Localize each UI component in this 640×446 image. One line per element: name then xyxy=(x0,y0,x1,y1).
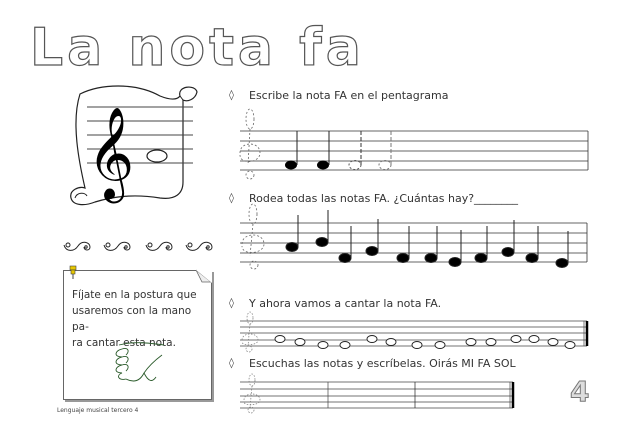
page-title: La nota fa xyxy=(30,18,365,78)
ornament-row xyxy=(62,240,222,254)
tip-text: Fíjate en la postura que usaremos con la mano pa- ra cantar esta nota. xyxy=(72,289,197,349)
bullet-icon: ◊ xyxy=(229,298,234,309)
folded-corner-icon xyxy=(196,270,212,284)
bullet-icon: ◊ xyxy=(229,193,234,204)
treble-clef-icon: 𝄞 xyxy=(87,106,135,199)
dashed-treble-clef-icon xyxy=(240,109,260,179)
fa-notes xyxy=(285,130,391,170)
staff-4[interactable] xyxy=(230,374,520,414)
exercise-1-instruction: Escribe la nota FA en el pentagrama xyxy=(249,89,449,102)
tip-box xyxy=(63,270,212,400)
staff-2[interactable] xyxy=(230,210,590,280)
exercise-3-instruction: Y ahora vamos a cantar la nota FA. xyxy=(249,297,442,310)
bullet-icon: ◊ xyxy=(229,90,234,101)
circle-notes xyxy=(286,210,568,268)
dashed-treble-clef-icon xyxy=(242,204,264,269)
staff-1[interactable] xyxy=(230,105,590,180)
scroll-illustration xyxy=(65,82,205,212)
page-number: 4 xyxy=(570,375,590,408)
footer-text: Lenguaje musical tercero 4 xyxy=(57,407,139,414)
pushpin-icon xyxy=(68,266,78,280)
swirl-ornament-icon xyxy=(64,242,212,250)
hand-sign-icon xyxy=(114,341,170,386)
dashed-treble-clef-icon xyxy=(244,374,260,413)
exercise-2-instruction: Rodea todas las notas FA. ¿Cuántas hay?________ xyxy=(249,192,519,205)
whole-note-fa xyxy=(147,150,167,162)
bullet-icon: ◊ xyxy=(229,358,234,369)
whole-notes xyxy=(275,336,575,349)
staff-3 xyxy=(230,312,590,352)
exercise-4-instruction: Escuchas las notas y escríbelas. Oirás MI FA SOL xyxy=(249,357,516,370)
